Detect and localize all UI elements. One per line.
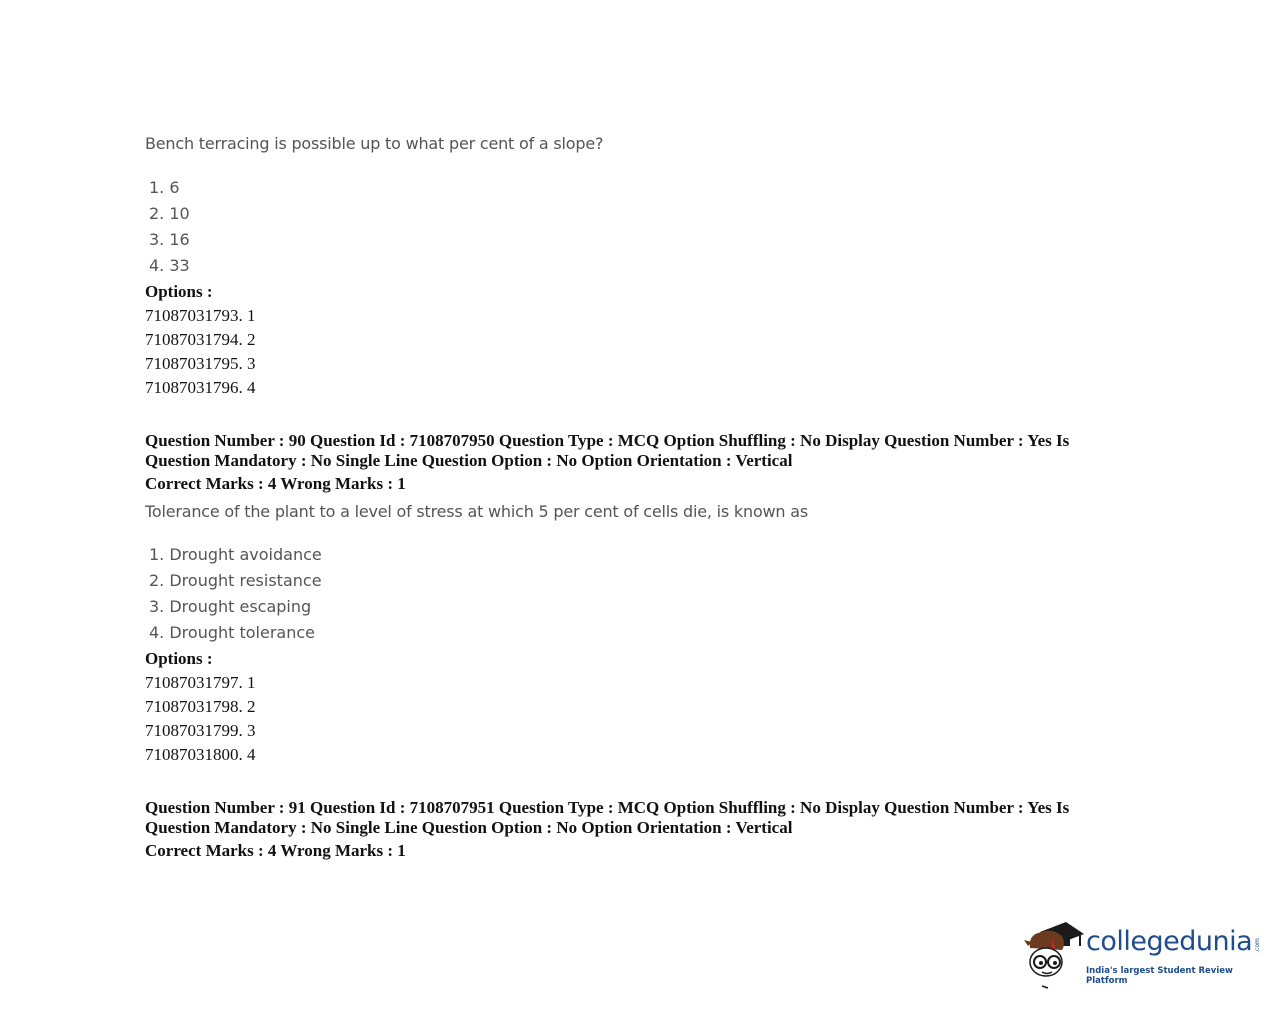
collegedunia-logo [1022, 918, 1262, 990]
choice-item: 4. Drought tolerance [149, 623, 315, 642]
option-id: 71087031800. 4 [145, 745, 256, 764]
option-id: 71087031799. 3 [145, 721, 256, 740]
question-meta-line: Question Number : 91 Question Id : 7108707951 Question Type : MCQ Option Shuffling : No Display Question Number : Yes Is [145, 798, 1070, 817]
choice-item: 2. 10 [149, 204, 190, 223]
choice-item: 1. 6 [149, 178, 180, 197]
logo-tagline: India's largest Student Review Platform [1086, 966, 1233, 986]
option-id: 71087031793. 1 [145, 306, 256, 325]
option-id: 71087031796. 4 [145, 378, 256, 397]
choice-item: 2. Drought resistance [149, 571, 322, 590]
options-label: Options : [145, 649, 213, 668]
option-id: 71087031797. 1 [145, 673, 256, 692]
marks-line: Correct Marks : 4 Wrong Marks : 1 [145, 474, 406, 493]
question-text: Bench terracing is possible up to what per cent of a slope? [145, 134, 604, 153]
option-id: 71087031795. 3 [145, 354, 256, 373]
choice-item: 1. Drought avoidance [149, 545, 322, 564]
question-text: Tolerance of the plant to a level of stress at which 5 per cent of cells die, is known as [145, 502, 808, 521]
question-meta-line: Question Mandatory : No Single Line Question Option : No Option Orientation : Vertical [145, 818, 793, 837]
mascot-icon [1022, 918, 1084, 990]
question-meta-line: Question Mandatory : No Single Line Question Option : No Option Orientation : Vertical [145, 451, 793, 470]
question-meta-line: Question Number : 90 Question Id : 7108707950 Question Type : MCQ Option Shuffling : No Display Question Number : Yes Is [145, 431, 1070, 450]
choice-item: 3. Drought escaping [149, 597, 312, 616]
logo-suffix: .com [1253, 938, 1261, 953]
options-label: Options : [145, 282, 213, 301]
choice-item: 4. 33 [149, 256, 190, 275]
choice-item: 3. 16 [149, 230, 190, 249]
option-id: 71087031798. 2 [145, 697, 256, 716]
marks-line: Correct Marks : 4 Wrong Marks : 1 [145, 841, 406, 860]
option-id: 71087031794. 2 [145, 330, 256, 349]
logo-wordmark: collegedunia [1086, 926, 1253, 957]
